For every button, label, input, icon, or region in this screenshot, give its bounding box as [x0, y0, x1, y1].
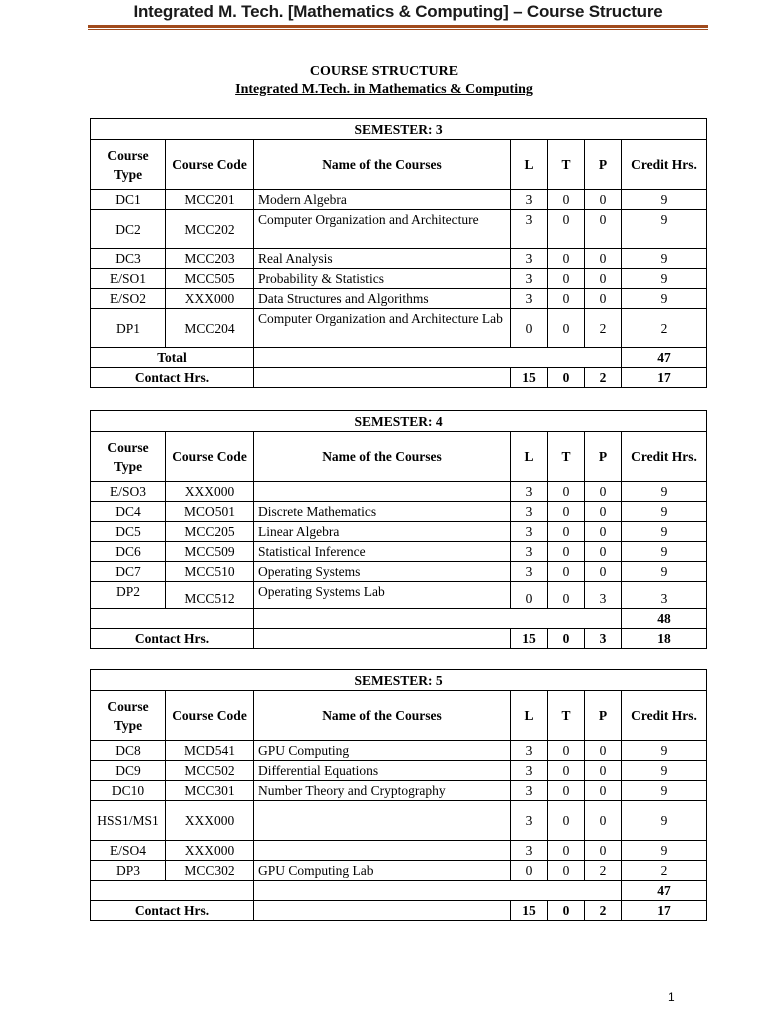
course-type: DP3: [91, 861, 166, 881]
credit-hrs: 9: [622, 542, 707, 562]
table-row: [91, 482, 707, 502]
table-row: [91, 761, 707, 781]
total-row: [91, 348, 707, 368]
col-p: P: [585, 691, 622, 741]
course-name: [254, 801, 511, 841]
contact-label: Contact Hrs.: [91, 901, 254, 921]
lecture-hrs: 3: [511, 190, 548, 210]
page-number: 1: [668, 990, 675, 1004]
tutorial-hrs: 0: [548, 761, 585, 781]
practical-hrs: 2: [585, 309, 622, 348]
contact-p: 3: [585, 629, 622, 649]
course-name: [254, 482, 511, 502]
credit-hrs: 9: [622, 289, 707, 309]
col-t: T: [548, 432, 585, 482]
course-name: Operating Systems: [254, 562, 511, 582]
table-row: [91, 781, 707, 801]
document-subtitle: Integrated M.Tech. in Mathematics & Computing: [235, 82, 533, 97]
course-code: XXX000: [166, 482, 254, 502]
tutorial-hrs: 0: [548, 781, 585, 801]
course-code: MCC302: [166, 861, 254, 881]
course-type: DC1: [91, 190, 166, 210]
col-l: L: [511, 140, 548, 190]
lecture-hrs: 3: [511, 542, 548, 562]
tutorial-hrs: 0: [548, 861, 585, 881]
col-course-name: Name of the Courses: [254, 432, 511, 482]
contact-label: Contact Hrs.: [91, 629, 254, 649]
lecture-hrs: 3: [511, 482, 548, 502]
table-row: [91, 309, 707, 348]
course-code: MCC201: [166, 190, 254, 210]
course-code: MCC204: [166, 309, 254, 348]
lecture-hrs: 3: [511, 289, 548, 309]
course-code: MCO501: [166, 502, 254, 522]
col-l: L: [511, 691, 548, 741]
tutorial-hrs: 0: [548, 801, 585, 841]
semester-title: SEMESTER: 5: [91, 670, 707, 691]
total-row: [91, 881, 707, 901]
course-type: DC10: [91, 781, 166, 801]
contact-spacer: [254, 901, 511, 921]
header-title: Integrated M. Tech. [Mathematics & Computing] – Course Structure: [133, 2, 663, 21]
contact-credit: 17: [622, 368, 707, 388]
contact-label: Contact Hrs.: [91, 368, 254, 388]
table-row: [91, 249, 707, 269]
contact-row: [91, 368, 707, 388]
practical-hrs: 0: [585, 482, 622, 502]
tutorial-hrs: 0: [548, 542, 585, 562]
header-rule-thin: [88, 29, 708, 30]
credit-hrs: 9: [622, 502, 707, 522]
total-credit: 47: [622, 348, 707, 368]
table-row: [91, 582, 707, 609]
table-row: [91, 502, 707, 522]
col-credit: Credit Hrs.: [622, 140, 707, 190]
total-row: [91, 609, 707, 629]
course-name: GPU Computing Lab: [254, 861, 511, 881]
course-type: DC2: [91, 210, 166, 249]
tutorial-hrs: 0: [548, 741, 585, 761]
course-code: MCC202: [166, 210, 254, 249]
table-row: [91, 190, 707, 210]
course-type: DP2: [91, 582, 166, 609]
total-label: [91, 609, 254, 629]
course-type: DP1: [91, 309, 166, 348]
course-name: Data Structures and Algorithms: [254, 289, 511, 309]
practical-hrs: 0: [585, 801, 622, 841]
col-p: P: [585, 140, 622, 190]
tutorial-hrs: 0: [548, 190, 585, 210]
tutorial-hrs: 0: [548, 289, 585, 309]
contact-t: 0: [548, 368, 585, 388]
credit-hrs: 9: [622, 269, 707, 289]
contact-l: 15: [511, 901, 548, 921]
tutorial-hrs: 0: [548, 562, 585, 582]
course-code: MCC205: [166, 522, 254, 542]
course-name: Operating Systems Lab: [254, 582, 511, 609]
course-code: MCD541: [166, 741, 254, 761]
contact-credit: 18: [622, 629, 707, 649]
practical-hrs: 0: [585, 542, 622, 562]
credit-hrs: 9: [622, 801, 707, 841]
semester-title: SEMESTER: 3: [91, 119, 707, 140]
course-name: Computer Organization and Architecture: [254, 210, 511, 249]
practical-hrs: 0: [585, 502, 622, 522]
col-t: T: [548, 140, 585, 190]
course-type: DC4: [91, 502, 166, 522]
lecture-hrs: 3: [511, 801, 548, 841]
lecture-hrs: 0: [511, 861, 548, 881]
lecture-hrs: 3: [511, 210, 548, 249]
contact-p: 2: [585, 901, 622, 921]
table-row: [91, 861, 707, 881]
contact-row: [91, 901, 707, 921]
header-rule: [88, 25, 708, 28]
credit-hrs: 9: [622, 482, 707, 502]
course-code: MCC203: [166, 249, 254, 269]
course-type: HSS1/MS1: [91, 801, 166, 841]
page-header: [88, 0, 708, 32]
col-course-code: Course Code: [166, 432, 254, 482]
tutorial-hrs: 0: [548, 309, 585, 348]
tutorial-hrs: 0: [548, 482, 585, 502]
total-credit: 48: [622, 609, 707, 629]
lecture-hrs: 3: [511, 502, 548, 522]
lecture-hrs: 3: [511, 761, 548, 781]
credit-hrs: 9: [622, 841, 707, 861]
lecture-hrs: 0: [511, 309, 548, 348]
course-type: E/SO3: [91, 482, 166, 502]
course-code: MCC505: [166, 269, 254, 289]
lecture-hrs: 3: [511, 269, 548, 289]
document-subtitle-wrap: [0, 82, 768, 98]
course-code: MCC512: [166, 582, 254, 609]
practical-hrs: 0: [585, 210, 622, 249]
tutorial-hrs: 0: [548, 210, 585, 249]
col-credit: Credit Hrs.: [622, 691, 707, 741]
credit-hrs: 9: [622, 781, 707, 801]
tutorial-hrs: 0: [548, 582, 585, 609]
course-code: MCC510: [166, 562, 254, 582]
table-row: [91, 289, 707, 309]
total-spacer: [254, 609, 622, 629]
table-row: [91, 522, 707, 542]
col-course-name: Name of the Courses: [254, 691, 511, 741]
credit-hrs: 9: [622, 761, 707, 781]
total-credit: 47: [622, 881, 707, 901]
course-type: DC6: [91, 542, 166, 562]
course-code: MCC509: [166, 542, 254, 562]
lecture-hrs: 3: [511, 781, 548, 801]
practical-hrs: 0: [585, 249, 622, 269]
course-name: GPU Computing: [254, 741, 511, 761]
contact-l: 15: [511, 368, 548, 388]
practical-hrs: 0: [585, 741, 622, 761]
course-name: Real Analysis: [254, 249, 511, 269]
col-credit: Credit Hrs.: [622, 432, 707, 482]
course-code: XXX000: [166, 841, 254, 861]
table-row: [91, 210, 707, 249]
col-course-code: Course Code: [166, 691, 254, 741]
course-code: MCC502: [166, 761, 254, 781]
course-type: DC9: [91, 761, 166, 781]
table-row: [91, 562, 707, 582]
lecture-hrs: 3: [511, 562, 548, 582]
practical-hrs: 3: [585, 582, 622, 609]
total-spacer: [254, 881, 622, 901]
practical-hrs: 0: [585, 269, 622, 289]
semester-5-table: [90, 669, 707, 921]
tutorial-hrs: 0: [548, 249, 585, 269]
credit-hrs: 9: [622, 249, 707, 269]
practical-hrs: 2: [585, 861, 622, 881]
col-l: L: [511, 432, 548, 482]
semester-4-table: [90, 410, 707, 649]
course-type: E/SO4: [91, 841, 166, 861]
col-course-type: Course Type: [91, 432, 166, 482]
tutorial-hrs: 0: [548, 502, 585, 522]
table-row: [91, 741, 707, 761]
contact-credit: 17: [622, 901, 707, 921]
course-type: E/SO2: [91, 289, 166, 309]
lecture-hrs: 3: [511, 249, 548, 269]
practical-hrs: 0: [585, 781, 622, 801]
contact-spacer: [254, 368, 511, 388]
practical-hrs: 0: [585, 190, 622, 210]
col-course-name: Name of the Courses: [254, 140, 511, 190]
tutorial-hrs: 0: [548, 522, 585, 542]
contact-spacer: [254, 629, 511, 649]
lecture-hrs: 3: [511, 741, 548, 761]
credit-hrs: 2: [622, 309, 707, 348]
course-type: E/SO1: [91, 269, 166, 289]
credit-hrs: 9: [622, 522, 707, 542]
course-name: Computer Organization and Architecture Lab: [254, 309, 511, 348]
table-row: [91, 542, 707, 562]
course-name: Discrete Mathematics: [254, 502, 511, 522]
table-row: [91, 841, 707, 861]
col-course-code: Course Code: [166, 140, 254, 190]
course-type: DC7: [91, 562, 166, 582]
col-course-type: Course Type: [91, 691, 166, 741]
credit-hrs: 9: [622, 210, 707, 249]
course-name: Modern Algebra: [254, 190, 511, 210]
practical-hrs: 0: [585, 761, 622, 781]
course-type: DC3: [91, 249, 166, 269]
col-course-type: Course Type: [91, 140, 166, 190]
total-label: [91, 881, 254, 901]
course-type: DC5: [91, 522, 166, 542]
col-t: T: [548, 691, 585, 741]
lecture-hrs: 0: [511, 582, 548, 609]
contact-l: 15: [511, 629, 548, 649]
lecture-hrs: 3: [511, 841, 548, 861]
course-type: DC8: [91, 741, 166, 761]
credit-hrs: 9: [622, 562, 707, 582]
total-spacer: [254, 348, 622, 368]
document-title: COURSE STRUCTURE: [309, 64, 459, 79]
contact-row: [91, 629, 707, 649]
course-code: MCC301: [166, 781, 254, 801]
course-name: [254, 841, 511, 861]
course-name: Linear Algebra: [254, 522, 511, 542]
course-code: XXX000: [166, 801, 254, 841]
credit-hrs: 3: [622, 582, 707, 609]
credit-hrs: 9: [622, 190, 707, 210]
semester-title: SEMESTER: 4: [91, 411, 707, 432]
practical-hrs: 0: [585, 289, 622, 309]
lecture-hrs: 3: [511, 522, 548, 542]
credit-hrs: 2: [622, 861, 707, 881]
tutorial-hrs: 0: [548, 269, 585, 289]
practical-hrs: 0: [585, 522, 622, 542]
practical-hrs: 0: [585, 841, 622, 861]
contact-t: 0: [548, 629, 585, 649]
course-name: Statistical Inference: [254, 542, 511, 562]
practical-hrs: 0: [585, 562, 622, 582]
contact-t: 0: [548, 901, 585, 921]
table-row: [91, 801, 707, 841]
col-p: P: [585, 432, 622, 482]
semester-3-table: [90, 118, 707, 388]
table-row: [91, 269, 707, 289]
total-label: Total: [91, 348, 254, 368]
course-name: Probability & Statistics: [254, 269, 511, 289]
course-code: XXX000: [166, 289, 254, 309]
course-name: Number Theory and Cryptography: [254, 781, 511, 801]
contact-p: 2: [585, 368, 622, 388]
tutorial-hrs: 0: [548, 841, 585, 861]
credit-hrs: 9: [622, 741, 707, 761]
course-name: Differential Equations: [254, 761, 511, 781]
